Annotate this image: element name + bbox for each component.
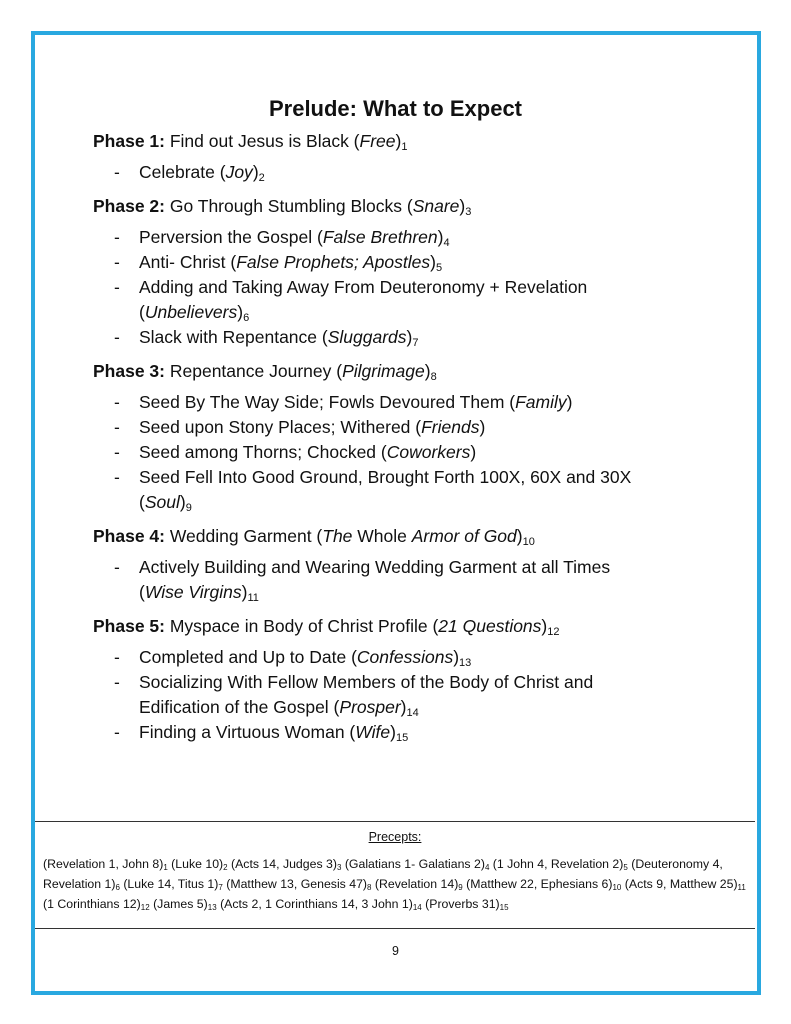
- footnote-number: 1: [163, 863, 168, 872]
- footnote-number: 9: [458, 883, 463, 892]
- item-text: Seed upon Stony Places; Withered (: [139, 417, 422, 437]
- dash-bullet: -: [114, 252, 120, 272]
- item-text: Perversion the Gospel (: [139, 227, 323, 247]
- footnote-ref: 9: [185, 502, 192, 514]
- phase-italic: 21 Questions: [438, 616, 542, 636]
- footnote-number: 2: [223, 863, 228, 872]
- footnote-ref: 2: [258, 172, 265, 184]
- footnote-number: 8: [367, 883, 372, 892]
- dash-bullet: -: [114, 227, 120, 247]
- precept-reference: (Deuteronomy 4, Revelation 1): [43, 857, 723, 891]
- footnote-ref: 13: [459, 657, 472, 669]
- list-item: [93, 325, 693, 350]
- item-italic: Family: [515, 392, 567, 412]
- phase-heading: [93, 613, 693, 639]
- footnote-ref: 6: [243, 312, 250, 324]
- list-item: [93, 670, 693, 720]
- item-text: Seed By The Way Side; Fowls Devoured Them (: [139, 392, 516, 412]
- item-close: ): [406, 327, 413, 347]
- list-item: [93, 250, 693, 275]
- precept-reference: (James 5): [149, 897, 208, 911]
- phase-italic2: Armor of God: [411, 526, 517, 546]
- list-item: [93, 225, 693, 250]
- item-italic: Unbelievers: [144, 302, 238, 322]
- item-close: ): [252, 162, 259, 182]
- list-item: [93, 645, 693, 670]
- precept-reference: (Matthew 22, Ephesians 6): [462, 877, 613, 891]
- item-italic: False Brethren: [322, 227, 438, 247]
- footnote-number: 11: [737, 883, 746, 892]
- footnote-number: 15: [499, 903, 509, 912]
- dash-bullet: -: [114, 647, 120, 667]
- item-text: Completed and Up to Date (: [139, 647, 357, 667]
- phase-close: ): [424, 361, 431, 381]
- phase-items: [93, 645, 693, 745]
- item-close: ): [566, 392, 573, 412]
- item-close: ): [390, 722, 396, 742]
- phase-text: Repentance Journey (: [169, 361, 343, 381]
- precept-reference: (Revelation 1, John 8): [43, 857, 164, 871]
- precept-reference: (Galatians 1- Galatians 2): [341, 857, 485, 871]
- phase-text: Wedding Garment (: [169, 526, 323, 546]
- footnote-ref: 10: [522, 536, 535, 548]
- list-item: [93, 390, 693, 415]
- precept-reference: (1 John 4, Revelation 2): [489, 857, 624, 871]
- phase-label: Phase 3:: [93, 361, 165, 381]
- footnote-number: 7: [218, 883, 223, 892]
- precept-reference: (Luke 14, Titus 1): [119, 877, 219, 891]
- phase-italic: The: [322, 526, 353, 546]
- item-close: ): [437, 227, 444, 247]
- footnote-ref: 11: [247, 592, 259, 604]
- phase-label: Phase 5:: [93, 616, 165, 636]
- phase-italic: Snare: [412, 196, 460, 216]
- precept-reference: (Revelation 14): [371, 877, 459, 891]
- item-close: ): [237, 302, 244, 322]
- item-text: Socializing With Fellow Members of the Body of Christ and: [139, 672, 594, 692]
- phase-text: Go Through Stumbling Blocks (: [169, 196, 413, 216]
- precept-reference: (Acts 9, Matthew 25): [621, 877, 738, 891]
- footnote-number: 14: [412, 903, 422, 912]
- list-item: [93, 275, 693, 325]
- phase-heading: [93, 193, 693, 219]
- item-italic: Joy: [225, 162, 253, 182]
- page-title: Prelude: What to Expect: [268, 96, 523, 121]
- footnote-ref: 12: [547, 626, 560, 638]
- item-italic: Soul: [144, 492, 180, 512]
- footnote-ref: 1: [401, 141, 408, 153]
- footnote-ref: 4: [443, 237, 450, 249]
- phase-close: ): [541, 616, 548, 636]
- precept-reference: (Proverbs 31): [421, 897, 500, 911]
- dash-bullet: -: [114, 392, 120, 412]
- footnote-ref: 3: [465, 206, 472, 218]
- phase-heading: [93, 128, 693, 154]
- item-text-line2: Edification of the Gospel (: [139, 697, 340, 717]
- phase-items: [93, 390, 693, 515]
- footnote-number: 3: [336, 863, 342, 872]
- phase-close: ): [395, 131, 402, 151]
- item-italic: False Prophets; Apostles: [236, 252, 431, 272]
- phase-close: ): [516, 526, 523, 546]
- item-close: ): [470, 442, 477, 462]
- item-italic: Wife: [355, 722, 391, 742]
- precept-reference: (Luke 10): [167, 857, 224, 871]
- item-close: ): [453, 647, 460, 667]
- item-italic: Wise Virgins: [144, 582, 242, 602]
- dash-bullet: -: [114, 557, 120, 577]
- item-text: Anti- Christ (: [139, 252, 237, 272]
- phase-label: Phase 2:: [93, 196, 165, 216]
- dash-bullet: -: [114, 722, 120, 742]
- precepts-text: [43, 854, 747, 914]
- item-italic: Coworkers: [386, 442, 471, 462]
- dash-bullet: -: [114, 327, 120, 347]
- footnote-ref: 15: [395, 732, 409, 744]
- item-italic: Sluggards: [327, 327, 407, 347]
- phase-items: [93, 225, 693, 350]
- item-text: Slack with Repentance (: [139, 327, 328, 347]
- phase-label: Phase 4:: [93, 526, 165, 546]
- item-italic: Prosper: [339, 697, 401, 717]
- footnote-number: 4: [484, 863, 490, 872]
- item-text: Celebrate (: [139, 162, 226, 182]
- item-close: ): [479, 417, 486, 437]
- item-italic: Confessions: [356, 647, 454, 667]
- phase-outline: [93, 128, 693, 753]
- precept-reference: (Acts 2, 1 Corinthians 14, 3 John 1): [216, 897, 413, 911]
- dash-bullet: -: [114, 467, 120, 487]
- dash-bullet: -: [114, 672, 120, 692]
- precepts-heading: Precepts:: [368, 830, 422, 844]
- precept-reference: (Acts 14, Judges 3): [227, 857, 337, 871]
- phase-mid: Whole: [352, 526, 412, 546]
- footnote-number: 6: [115, 883, 120, 892]
- item-close: ): [400, 697, 407, 717]
- item-text: Finding a Virtuous Woman (: [139, 722, 356, 742]
- footnote-ref: 14: [406, 707, 419, 719]
- footnote-number: 5: [623, 863, 628, 872]
- item-text: Seed Fell Into Good Ground, Brought Forth 100X, 60X and 30X: [139, 467, 632, 487]
- item-text: Actively Building and Wearing Wedding Garment at all Times: [139, 557, 611, 577]
- footnote-ref: 8: [430, 371, 437, 383]
- phase-italic: Free: [359, 131, 396, 151]
- item-italic: Friends: [421, 417, 480, 437]
- item-close: ): [241, 582, 248, 602]
- page-number: 9: [392, 944, 399, 958]
- dash-bullet: -: [114, 277, 120, 297]
- phase-close: ): [459, 196, 466, 216]
- footnote-ref: 7: [412, 337, 419, 349]
- item-close: ): [430, 252, 436, 272]
- phase-text: Find out Jesus is Black (: [169, 131, 360, 151]
- list-item: [93, 555, 693, 605]
- footnote-number: 13: [207, 903, 217, 912]
- list-item: [93, 440, 693, 465]
- item-text: Adding and Taking Away From Deuteronomy + Revelation: [139, 277, 588, 297]
- footnote-number: 12: [140, 903, 150, 912]
- item-text-line2: (: [139, 492, 145, 512]
- dash-bullet: -: [114, 442, 120, 462]
- dash-bullet: -: [114, 162, 120, 182]
- phase-heading: [93, 523, 693, 549]
- list-item: [93, 720, 693, 745]
- precept-reference: (Matthew 13, Genesis 47): [222, 877, 368, 891]
- item-text-line2: (: [139, 582, 145, 602]
- precept-reference: (1 Corinthians 12): [43, 897, 141, 911]
- phase-italic: Pilgrimage: [342, 361, 425, 381]
- list-item: [93, 415, 693, 440]
- phase-heading: [93, 358, 693, 384]
- phase-text: Myspace in Body of Christ Profile (: [169, 616, 439, 636]
- item-text-line2: (: [139, 302, 145, 322]
- item-text: Seed among Thorns; Chocked (: [139, 442, 387, 462]
- footnote-number: 10: [612, 883, 622, 892]
- dash-bullet: -: [114, 417, 120, 437]
- phase-items: [93, 555, 693, 605]
- list-item: [93, 465, 693, 515]
- phase-items: [93, 160, 693, 185]
- list-item: [93, 160, 693, 185]
- precepts-box: [35, 821, 755, 929]
- item-close: ): [179, 492, 186, 512]
- phase-label: Phase 1:: [93, 131, 165, 151]
- footnote-ref: 5: [435, 262, 443, 274]
